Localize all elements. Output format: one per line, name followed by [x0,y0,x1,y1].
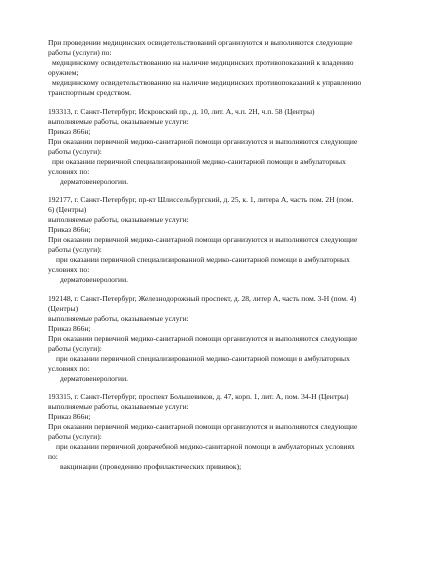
document-block [48,107,390,187]
text-line: дерматовенерологии. [60,275,129,284]
address-line: 193313, г. Санкт-Петербург, Искровский пр., д. 10, лит. А, ч.п. 2Н, ч.п. 58 (Центры) [48,106,315,116]
text-line: дерматовенерологии. [60,176,129,186]
text-line: выполняемые работы, оказываемые услуги: [48,116,189,126]
document-page [48,38,390,481]
text-line: Приказ 866н; [48,323,91,333]
address-line: 193315, г. Санкт-Петербург, проспект Большевиков, д. 47, корп. 1, лит. А, пом. 34-Н (Центры) [48,392,349,401]
text-line: условиях по: [48,363,90,373]
text-line: медицинскому освидетельствованию на наличие медицинских противопоказаний к управлению [52,78,362,87]
document-block [48,195,390,285]
text-line: вакцинации (проведению профилактических прививок); [60,462,242,471]
text-line: при оказании первичной специализированной медико-санитарной помощи в амбулаторных [52,156,346,166]
text-line: 6) (Центры) [48,205,87,214]
document-block [48,392,390,472]
text-line: работы (услуги): [48,343,102,353]
text-line: работы (услуги) по: [48,48,112,57]
text-line: оружием; [48,68,79,77]
text-line: (Центры) [48,303,79,313]
text-line: При оказании первичной медико-санитарной помощи организуются и выполняются следующие [48,422,358,431]
text-line: дерматовенерологии. [60,373,129,383]
address-line: 192177, г. Санкт-Петербург, пр-кт Шлиссельбургский, д. 25, к. 1, литера А, часть пом. 2Н (пом. [48,195,354,204]
text-line: работы (услуги): [48,245,102,254]
text-line: Приказ 866н; [48,225,91,234]
text-line: при оказании первичной специализированной медико-санитарной помощи в амбулаторных [56,353,350,363]
text-line: При проведении медицинских освидетельствований организуются и выполняются следующие [48,38,353,47]
text-line: работы (услуги): [48,146,102,156]
text-line: При оказании первичной медико-санитарной помощи организуются и выполняются следующие [48,333,358,343]
text-line: выполняемые работы, оказываемые услуги: [48,402,189,411]
text-line: условиях по: [48,166,90,176]
address-line: 192148, г. Санкт-Петербург, Железнодорожный проспект, д. 28, литер А, часть пом. 3-Н (пом. 4) [48,293,357,303]
text-line: условиях по: [48,265,90,274]
text-line: выполняемые работы, оказываемые услуги: [48,313,189,323]
document-block [48,38,390,98]
text-line: транспортным средством. [48,88,132,97]
text-line: медицинскому освидетельствованию на наличие медицинских противопоказаний к владению [52,58,354,67]
text-line: при оказании первичной доврачебной медико-санитарной помощи в амбулаторных условиях [56,442,355,451]
text-line: при оказании первичной специализированной медико-санитарной помощи в амбулаторных [56,255,350,264]
text-line: выполняемые работы, оказываемые услуги: [48,215,189,224]
text-line: по: [48,452,58,461]
text-line: Приказ 866н; [48,412,91,421]
text-line: При оказании первичной медико-санитарной помощи организуются и выполняются следующие [48,235,358,244]
text-line: работы (услуги): [48,432,102,441]
text-line: Приказ 866н; [48,126,91,136]
text-line: При оказании первичной медико-санитарной помощи организуются и выполняются следующие [48,136,358,146]
document-block [48,294,390,384]
